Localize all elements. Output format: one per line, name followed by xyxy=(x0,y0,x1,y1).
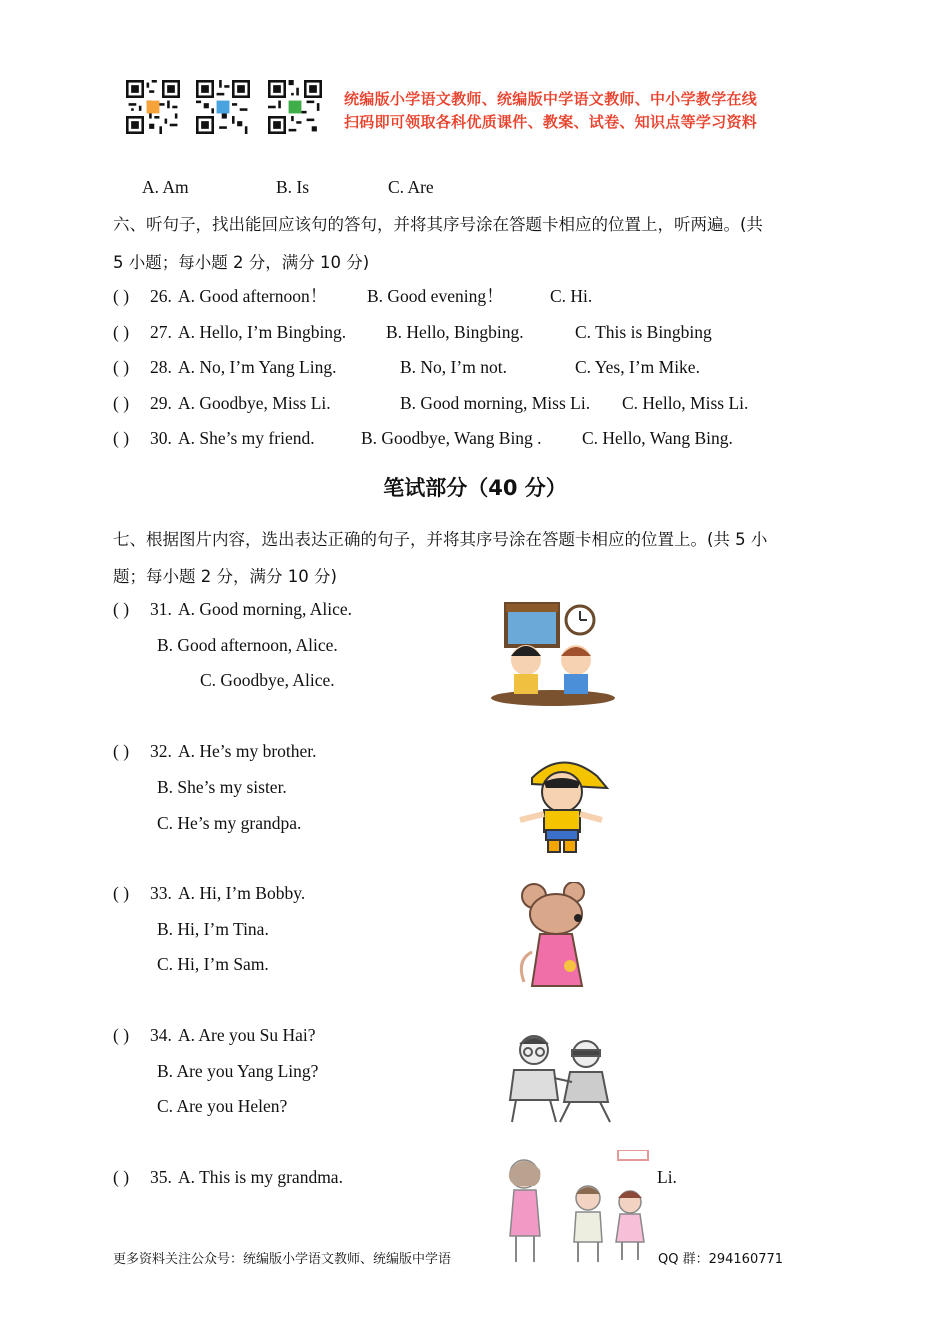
option-a: A. Goodbye, Miss Li. xyxy=(178,393,331,413)
banner-line-1: 统编版小学语文教师、统编版中学语文教师、中小学教学在线 xyxy=(344,90,758,108)
option-c: C. This is Bingbing xyxy=(575,322,712,342)
question-number: 28. xyxy=(150,357,172,377)
option-b: B. No, I’m not. xyxy=(400,357,507,377)
question-number: 34. xyxy=(150,1025,172,1045)
boy-with-cap-picture xyxy=(512,748,612,858)
answer-bracket[interactable]: ( ) xyxy=(113,599,130,619)
option-c: C. Hi, I’m Sam. xyxy=(157,954,269,974)
blindfold-game-picture xyxy=(500,1030,632,1126)
option-a: A. This is my grandma. xyxy=(178,1167,343,1187)
option-b: B. Good morning, Miss Li. xyxy=(400,393,591,413)
option-a: A. No, I’m Yang Ling. xyxy=(178,357,337,377)
option-a: A. Are you Su Hai? xyxy=(178,1025,316,1045)
option-tail: Li. xyxy=(657,1167,677,1187)
option-c: C. Goodbye, Alice. xyxy=(200,670,335,690)
question-number: 30. xyxy=(150,428,172,448)
classroom-kids-picture xyxy=(488,598,618,708)
answer-bracket[interactable]: ( ) xyxy=(113,883,130,903)
family-picture xyxy=(498,1150,658,1268)
question-number: 35. xyxy=(150,1167,172,1187)
question-number: 26. xyxy=(150,286,172,306)
answer-bracket[interactable]: ( ) xyxy=(113,286,130,306)
mouse-girl-picture xyxy=(512,882,602,994)
option-c: C. Hi. xyxy=(550,286,593,306)
q25-option-a: A. Am xyxy=(142,177,189,197)
answer-bracket[interactable]: ( ) xyxy=(113,1025,130,1045)
question-number: 27. xyxy=(150,322,172,342)
answer-bracket[interactable]: ( ) xyxy=(113,428,130,448)
option-a: A. Hello, I’m Bingbing. xyxy=(178,322,347,342)
qr-code-3 xyxy=(268,80,322,134)
option-b: B. Are you Yang Ling? xyxy=(157,1061,319,1081)
option-c: C. He’s my grandpa. xyxy=(157,813,302,833)
q25-option-c: C. Are xyxy=(388,177,434,197)
qr-code-1 xyxy=(126,80,180,134)
section7-instruction-line1: 七、根据图片内容，选出表达正确的句子，并将其序号涂在答题卡相应的位置上。(共 5 小 xyxy=(113,530,768,549)
option-a: A. She’s my friend. xyxy=(178,428,315,448)
answer-bracket[interactable]: ( ) xyxy=(113,741,130,761)
question-number: 29. xyxy=(150,393,172,413)
question-number: 32. xyxy=(150,741,172,761)
answer-bracket[interactable]: ( ) xyxy=(113,322,130,342)
answer-bracket[interactable]: ( ) xyxy=(113,393,130,413)
q25-option-b: B. Is xyxy=(276,177,310,197)
option-b: B. Hi, I’m Tina. xyxy=(157,919,269,939)
footer-left: 更多资料关注公众号：统编版小学语文教师、统编版中学语 xyxy=(113,1252,452,1267)
section6-instruction-line1: 六、听句子，找出能回应该句的答句，并将其序号涂在答题卡相应的位置上，听两遍。(共 xyxy=(113,215,763,234)
option-c: C. Hello, Miss Li. xyxy=(622,393,749,413)
option-c: C. Hello, Wang Bing. xyxy=(582,428,733,448)
option-a: A. Good morning, Alice. xyxy=(178,599,353,619)
option-b: B. Hello, Bingbing. xyxy=(386,322,524,342)
option-b: B. She’s my sister. xyxy=(157,777,287,797)
option-c: C. Yes, I’m Mike. xyxy=(575,357,700,377)
footer-right: QQ 群：294160771 xyxy=(658,1252,784,1267)
written-section-title: 笔试部分（40 分） xyxy=(383,476,567,500)
option-b: B. Good evening！ xyxy=(367,286,504,306)
answer-bracket[interactable]: ( ) xyxy=(113,357,130,377)
answer-bracket[interactable]: ( ) xyxy=(113,1167,130,1187)
banner-line-2: 扫码即可领取各科优质课件、教案、试卷、知识点等学习资料 xyxy=(344,113,758,131)
option-b: B. Good afternoon, Alice. xyxy=(157,635,338,655)
question-number: 33. xyxy=(150,883,172,903)
option-a: A. Hi, I’m Bobby. xyxy=(178,883,306,903)
option-c: C. Are you Helen? xyxy=(157,1096,288,1116)
section7-instruction-line2: 题；每小题 2 分，满分 10 分) xyxy=(113,567,337,586)
option-a: A. Good afternoon！ xyxy=(178,286,328,306)
option-b: B. Goodbye, Wang Bing . xyxy=(361,428,542,448)
section6-instruction-line2: 5 小题；每小题 2 分，满分 10 分) xyxy=(113,253,370,272)
option-a: A. He’s my brother. xyxy=(178,741,317,761)
question-number: 31. xyxy=(150,599,172,619)
qr-code-2 xyxy=(196,80,250,134)
